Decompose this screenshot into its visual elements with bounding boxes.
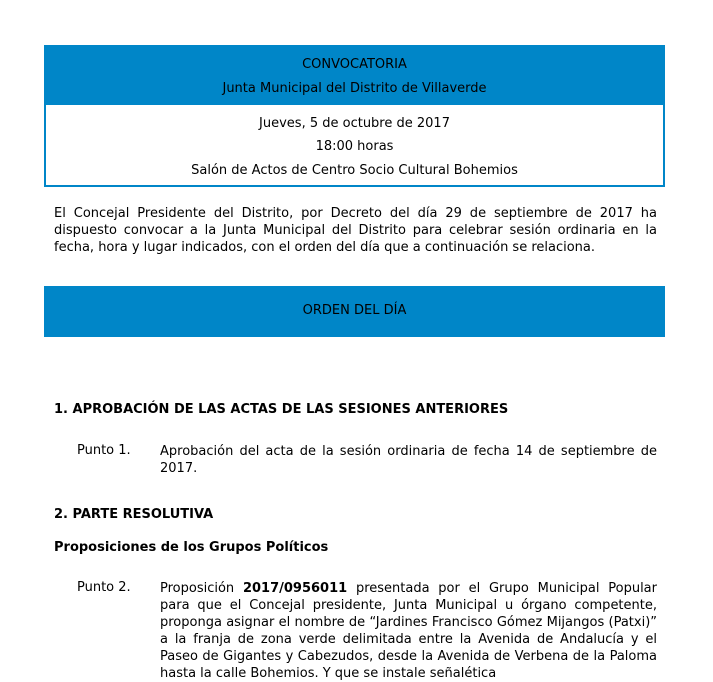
punto-2-body: presentada por el Grupo Municipal Popular para que el Concejal presidente, Junta Municipal u órgano competente, proponga asignar el nombre de “Jardines Francisco Gómez Mijangos (Patxi)” a la franja de zona verde delimitada entre la Avenida de Andalucía y el Paseo de Gigantes y Cabezudos, desde la Avenida de Verbena de la Paloma hasta la calle Bohemios. Y que se instale señalética bbox=[160, 581, 657, 681]
punto-1-text: Aprobación del acta de la sesión ordinaria de fecha 14 de septiembre de 2017. bbox=[160, 444, 657, 476]
punto-2-label: Punto 2. bbox=[77, 580, 131, 595]
section-2-subheading: Proposiciones de los Grupos Políticos bbox=[54, 540, 329, 555]
orden-del-dia-header bbox=[44, 286, 665, 337]
convocatoria-header bbox=[44, 45, 665, 105]
session-place: Salón de Actos de Centro Socio Cultural Bohemios bbox=[191, 163, 518, 178]
convocatoria-title: CONVOCATORIA bbox=[302, 57, 407, 72]
section-2-heading: 2. PARTE RESOLUTIVA bbox=[54, 507, 214, 522]
intro-paragraph: El Concejal Presidente del Distrito, por Decreto del día 29 de septiembre de 2017 ha dispuesto convocar a la Junta Municipal del Distrito para celebrar sesión ordinaria en la fecha, hora y lugar indicados, con el orden del día que a continuación se relaciona. bbox=[54, 206, 657, 255]
session-date: Jueves, 5 de octubre de 2017 bbox=[259, 116, 450, 131]
proposicion-number: 2017/0956011 bbox=[242, 581, 348, 596]
convocatoria-details bbox=[44, 105, 665, 187]
punto-2-prefix: Proposición bbox=[160, 581, 243, 596]
section-1-heading: 1. APROBACIÓN DE LAS ACTAS DE LAS SESIONES ANTERIORES bbox=[54, 402, 509, 417]
convocatoria-subtitle: Junta Municipal del Distrito de Villaverde bbox=[222, 81, 487, 96]
session-time: 18:00 horas bbox=[315, 139, 394, 154]
orden-del-dia-title: ORDEN DEL DÍA bbox=[302, 303, 407, 318]
punto-2-text bbox=[160, 580, 657, 682]
punto-1-label: Punto 1. bbox=[77, 443, 131, 458]
